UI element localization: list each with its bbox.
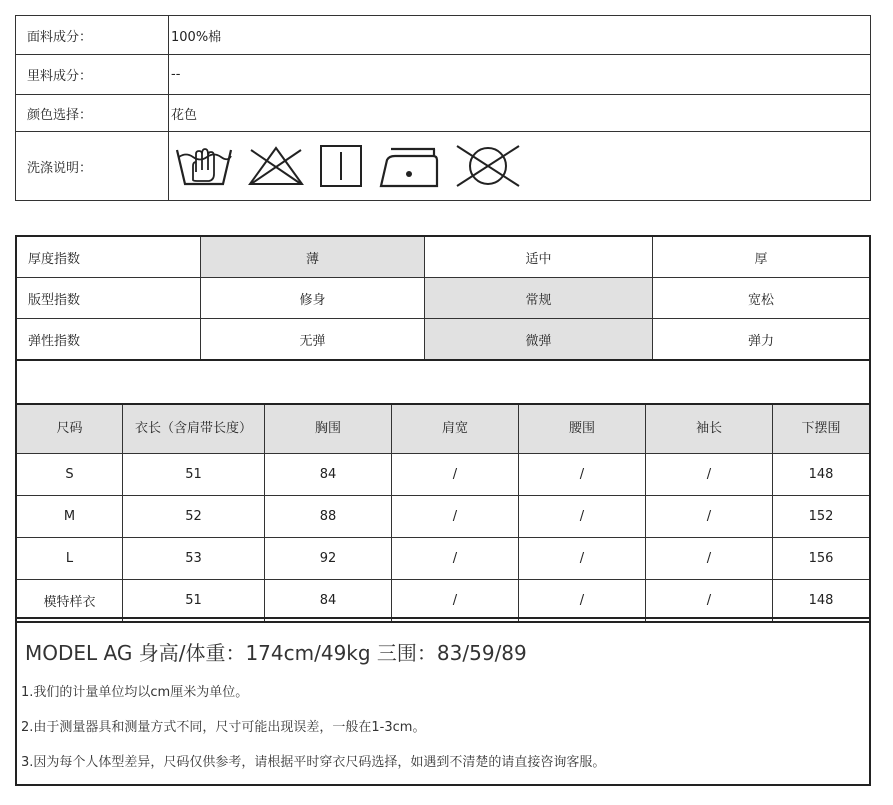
table-cell: 84 [265,454,392,496]
index-option: 宽松 [653,278,871,319]
table-cell: / [646,538,773,580]
table-row [16,454,870,496]
index-label: 版型指数 [16,278,201,319]
info-value: -- [169,55,871,95]
index-option: 厚 [653,236,871,278]
size-col-header: 尺码 [16,404,123,454]
note-line-1: 1.我们的计量单位均以cm厘米为单位。 [21,685,249,700]
index-option: 适中 [425,236,653,278]
table-cell: 51 [123,454,265,496]
size-col-header: 腰围 [519,404,646,454]
index-option: 常规 [425,278,653,319]
size-col-header: 下摆围 [773,404,871,454]
table-cell: / [392,580,519,623]
info-row-care [16,132,871,201]
table-row [16,496,870,538]
note-line-2: 2.由于测量器具和测量方式不同，尺寸可能出现误差，一般在1-3cm。 [21,720,426,735]
size-col-header: 衣长（含肩带长度） [123,404,265,454]
table-cell: 152 [773,496,871,538]
size-chart-table [15,403,871,623]
hang-dry-icon [319,144,363,188]
index-option: 薄 [201,236,425,278]
table-cell: 模特样衣 [16,580,123,623]
table-cell: 148 [773,454,871,496]
index-label: 弹性指数 [16,319,201,361]
table-cell: 88 [265,496,392,538]
table-cell: / [392,454,519,496]
fabric-info-table [15,15,871,201]
index-row-fit [16,278,870,319]
info-label: 面料成分： [16,16,169,55]
info-row-lining [16,55,871,95]
table-cell: / [519,454,646,496]
table-cell: / [519,496,646,538]
care-icons-cell [169,132,871,201]
table-cell: 51 [123,580,265,623]
info-label: 里料成分： [16,55,169,95]
table-cell: 148 [773,580,871,623]
table-cell: / [646,580,773,623]
table-cell: / [392,496,519,538]
model-measurements: MODEL AG 身高/体重：174cm/49kg 三围：83/59/89 [25,641,527,665]
size-col-header: 袖长 [646,404,773,454]
table-row [16,580,870,623]
size-header-row [16,404,870,454]
garment-index-table [15,235,871,361]
table-row [16,538,870,580]
hand-wash-icon [175,144,233,188]
info-value: 100%棉 [169,16,871,55]
info-row-fabric [16,16,871,55]
index-row-thickness [16,236,870,278]
index-option: 弹力 [653,319,871,361]
info-value: 花色 [169,95,871,132]
info-row-color [16,95,871,132]
table-cell: / [519,538,646,580]
note-line-3: 3.因为每个人体型差异，尺码仅供参考，请根据平时穿衣尺码选择，如遇到不清楚的请直接咨询客服。 [21,755,606,770]
info-label: 颜色选择： [16,95,169,132]
info-label: 洗涤说明： [16,132,169,201]
table-cell: 92 [265,538,392,580]
no-bleach-icon [247,144,305,188]
table-cell: 53 [123,538,265,580]
iron-low-icon [377,144,441,188]
blank-spacer [15,353,871,403]
notes-panel [15,617,871,786]
table-cell: 52 [123,496,265,538]
size-col-header: 胸围 [265,404,392,454]
table-cell: / [646,496,773,538]
no-tumble-dry-icon [455,144,521,188]
table-cell: 156 [773,538,871,580]
table-cell: / [519,580,646,623]
table-cell: 84 [265,580,392,623]
table-cell: L [16,538,123,580]
index-option: 修身 [201,278,425,319]
table-cell: / [646,454,773,496]
index-label: 厚度指数 [16,236,201,278]
table-cell: M [16,496,123,538]
size-col-header: 肩宽 [392,404,519,454]
table-cell: / [392,538,519,580]
index-option: 无弹 [201,319,425,361]
index-option: 微弹 [425,319,653,361]
table-cell: S [16,454,123,496]
